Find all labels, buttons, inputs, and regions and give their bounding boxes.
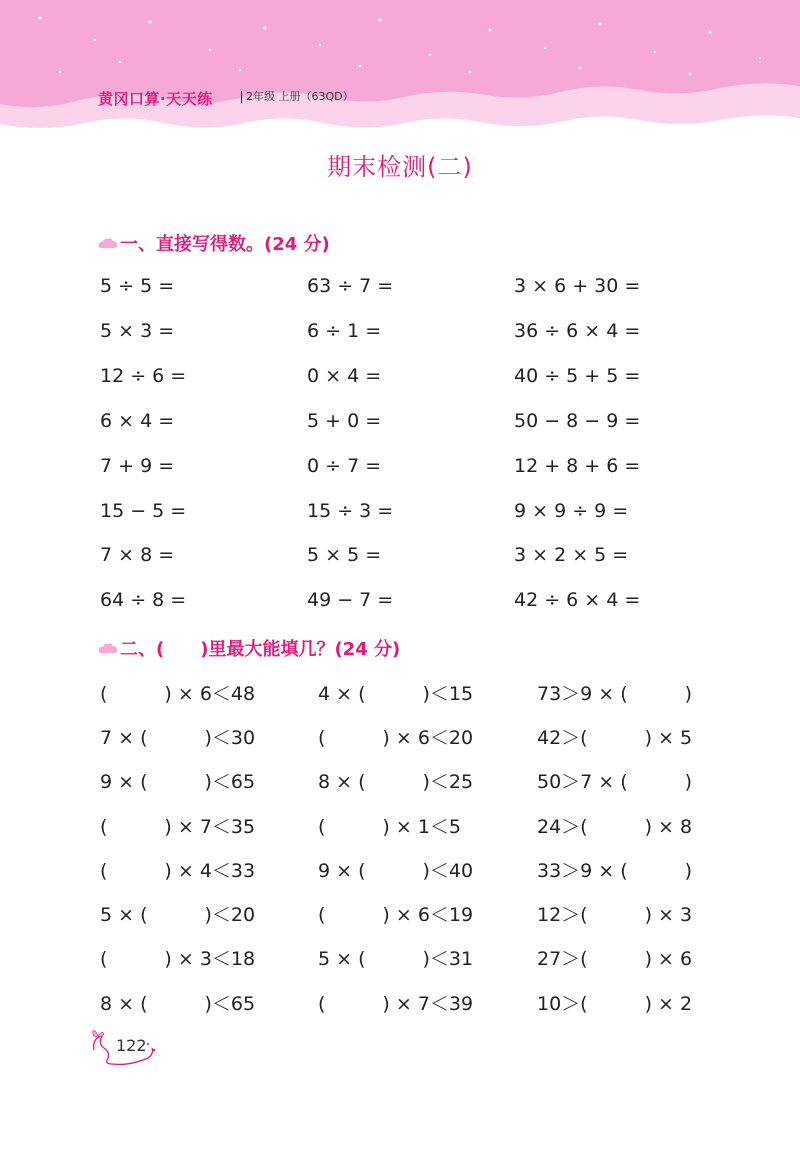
inequality-problem: 42＞( ) × 5 <box>537 727 693 749</box>
inequality-problem: 5 × ( )＜31 <box>318 948 474 970</box>
page-number: 122 <box>116 1036 147 1055</box>
inequality-problem: 50＞7 × ( ) <box>537 771 693 793</box>
inequality-problem: 5 × ( )＜20 <box>100 904 256 926</box>
inequality-problem: 73＞9 × ( ) <box>537 683 693 705</box>
problem: 9 × 9 ÷ 9 = <box>514 500 629 522</box>
inequality-problem: 7 × ( )＜30 <box>100 727 256 749</box>
inequality-problem: ( ) × 7＜39 <box>318 993 474 1015</box>
problem: 3 × 6 + 30 = <box>514 275 641 297</box>
section-heading-direct-answers <box>98 230 330 256</box>
problem: 5 × 5 = <box>307 544 382 566</box>
grade-label: 2年级 上册（63QD） <box>241 91 354 103</box>
inequality-problem: 12＞( ) × 3 <box>537 904 693 926</box>
inequality-problem: 24＞( ) × 8 <box>537 816 693 838</box>
problem: 40 ÷ 5 + 5 = <box>514 365 641 387</box>
problem: 36 ÷ 6 × 4 = <box>514 320 641 342</box>
inequality-problem: ( ) × 6＜19 <box>318 904 474 926</box>
problem: 15 − 5 = <box>100 500 187 522</box>
page-title: 期末检测(二) <box>327 153 473 181</box>
problem: 42 ÷ 6 × 4 = <box>514 589 641 611</box>
inequality-problem: ( ) × 6＜20 <box>318 727 474 749</box>
inequality-problem: ( ) × 3＜18 <box>100 948 256 970</box>
problem: 6 ÷ 1 = <box>307 320 382 342</box>
section-heading-fill-max <box>98 635 400 661</box>
inequality-problem: 10＞( ) × 2 <box>537 993 693 1015</box>
problem: 0 × 4 = <box>307 365 382 387</box>
problem: 5 ÷ 5 = <box>100 275 175 297</box>
cloud-icon <box>98 237 118 249</box>
cloud-icon <box>98 642 118 654</box>
problem: 7 + 9 = <box>100 455 175 477</box>
inequality-problem: ( ) × 4＜33 <box>100 860 256 882</box>
inequality-problem: 27＞( ) × 6 <box>537 948 693 970</box>
inequality-problem: 9 × ( )＜65 <box>100 771 256 793</box>
problem: 0 ÷ 7 = <box>307 455 382 477</box>
inequality-problem: ( ) × 7＜35 <box>100 816 256 838</box>
section-heading-text: 一、直接写得数。(24 分) <box>120 234 330 255</box>
problem: 12 ÷ 6 = <box>100 365 187 387</box>
inequality-problem: 8 × ( )＜65 <box>100 993 256 1015</box>
inequality-problem: ( ) × 1＜5 <box>318 816 462 838</box>
problem: 64 ÷ 8 = <box>100 589 187 611</box>
problem: 6 × 4 = <box>100 410 175 432</box>
header-banner <box>0 0 800 135</box>
problem: 49 − 7 = <box>307 589 394 611</box>
problem: 63 ÷ 7 = <box>307 275 394 297</box>
inequality-problem: 4 × ( )＜15 <box>318 683 474 705</box>
problem: 12 + 8 + 6 = <box>514 455 641 477</box>
problem: 5 × 3 = <box>100 320 175 342</box>
page-number-badge <box>90 1028 160 1068</box>
section-heading-text: 二、( )里最大能填几？(24 分) <box>120 639 401 660</box>
inequality-problem: 8 × ( )＜25 <box>318 771 474 793</box>
inequality-problem: 33＞9 × ( ) <box>537 860 693 882</box>
brand-title: 黄冈口算·天天练 <box>98 90 213 108</box>
inequality-problem: 9 × ( )＜40 <box>318 860 474 882</box>
problem: 50 − 8 − 9 = <box>514 410 641 432</box>
problem: 7 × 8 = <box>100 544 175 566</box>
problem: 15 ÷ 3 = <box>307 500 394 522</box>
inequality-problem: ( ) × 6＜48 <box>100 683 256 705</box>
problem: 3 × 2 × 5 = <box>514 544 629 566</box>
problem: 5 + 0 = <box>307 410 382 432</box>
